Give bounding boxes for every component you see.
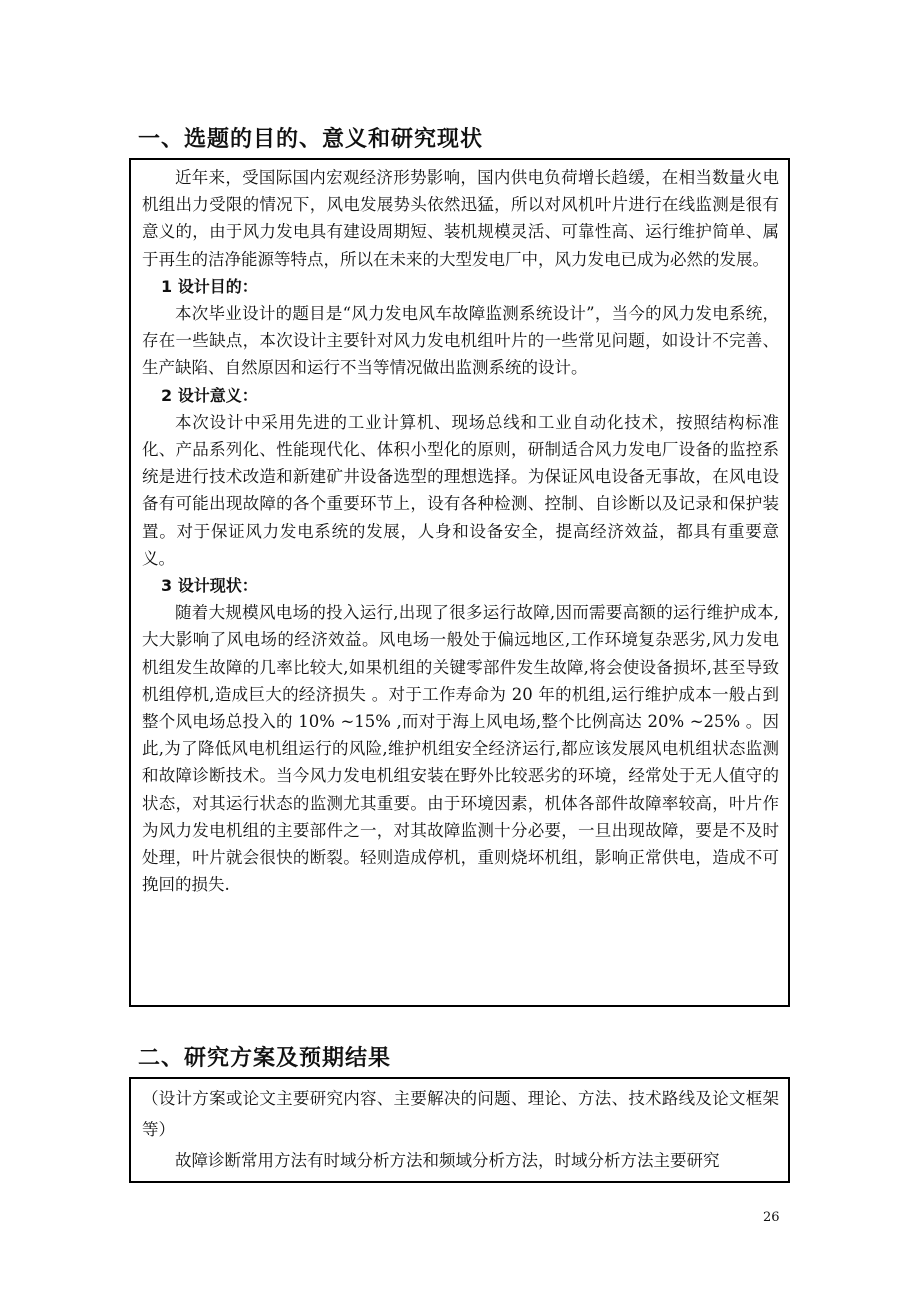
section-1-heading: 一、选题的目的、意义和研究现状 <box>138 127 484 152</box>
status-subheading: 3 设计现状： <box>161 576 258 596</box>
purpose-paragraph: 本次毕业设计的题目是“风力发电风车故障监测系统设计”，当今的风力发电系统，存在一些缺点，本次设计主要针对风力发电机组叶片的一些常见问题，如设计不完善、生产缺陷、自然原因和运行不当等情况做出监测系统的设计。 <box>142 304 779 378</box>
significance-paragraph: 本次设计中采用先进的工业计算机、现场总线和工业自动化技术，按照结构标准化、产品系列化、性能现代化、体积小型化的原则，研制适合风力发电厂设备的监控系统是进行技术改造和新建矿井设备选型的理想选择。为保证风电设备无事故，在风电设备有可能出现故障的各个重要环节上，设有各种检测、控制、自诊断以及记录和保护装置。对于保证风力发电系统的发展，人身和设备安全，提高经济效益，都具有重要意义。 <box>142 412 779 568</box>
status-paragraph: 随着大规模风电场的投入运行,出现了很多运行故障,因而需要高额的运行维护成本,大大影响了风电场的经济效益。风电场一般处于偏远地区,工作环境复杂恶劣,风力发电机组发生故障的几率比较大,如果机组的关键零部件发生故障,将会使设备损坏,甚至导致机组停机,造成巨大的经济损失 。对于工作寿命为 20 年的机组,运行维护成本一般占到整个风电场总投入的 10% ~15% ,而对于海上风电场,整个比例高达 20% ~25% 。因此,为了降低风电机组运行的风险,维护机组安全经济运行,都应该发展风电机组状态监测和故障诊断技术。当今风力发电机组安装在野外比较恶劣的环境，经常处于无人值守的状态，对其运行状态的监测尤其重要。由于环境因素，机体各部件故障率较高，叶片作为风力发电机组的主要部件之一，对其故障监测十分必要，一旦出现故障，要是不及时处理，叶片就会很快的断裂。轻则造成停机，重则烧坏机组，影响正常供电，造成不可挽回的损失. <box>142 603 779 895</box>
section-1-box <box>129 158 790 1007</box>
page-number: 26 <box>763 1210 780 1225</box>
significance-subheading: 2 设计意义： <box>161 385 258 405</box>
section-2-box <box>129 1077 790 1183</box>
section-2-heading: 二、研究方案及预期结果 <box>138 1046 392 1071</box>
intro-paragraph: 近年来，受国际国内宏观经济形势影响，国内供电负荷增长趋缓，在相当数量火电机组出力受限的情况下，风电发展势头依然迅猛，所以对风机叶片进行在线监测是很有意义的，由于风力发电具有建设周期短、装机规模灵活、可靠性高、运行维护简单、属于再生的洁净能源等特点，所以在未来的大型发电厂中，风力发电已成为必然的发展。 <box>142 168 779 269</box>
section-2-paragraph: 故障诊断常用方法有时域分析方法和频域分析方法，时域分析方法主要研究 <box>175 1151 720 1170</box>
section-2-note: （设计方案或论文主要研究内容、主要解决的问题、理论、方法、技术路线及论文框架等） <box>142 1089 779 1139</box>
purpose-subheading: 1 设计目的： <box>161 276 258 296</box>
